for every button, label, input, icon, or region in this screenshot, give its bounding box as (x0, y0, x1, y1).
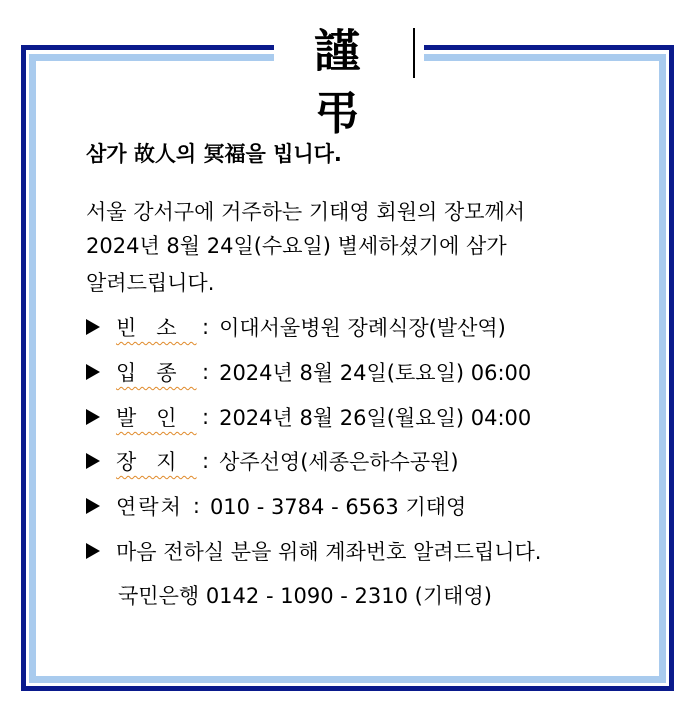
info-row-departure (86, 402, 531, 432)
info-separator: : (202, 405, 210, 429)
info-label: 입종 (116, 361, 197, 385)
triangle-bullet-icon (86, 319, 100, 335)
info-value: 이대서울병원 장례식장(발산역) (219, 316, 506, 340)
condolence-heading: 삼가 故人의 冥福을 빕니다. (86, 142, 342, 166)
paragraph-line-1: 서울 강서구에 거주하는 기태영 회원의 장모께서 (86, 200, 526, 224)
info-separator: : (202, 449, 210, 473)
triangle-bullet-icon (86, 453, 100, 469)
info-value: 2024년 8월 26일(월요일) 04:00 (219, 406, 532, 430)
info-row-funeral-hall (86, 312, 506, 342)
info-row-death (86, 357, 531, 387)
triangle-bullet-icon (86, 543, 100, 559)
info-label: 연락처 (116, 495, 183, 519)
info-row-contact (86, 491, 466, 521)
triangle-bullet-icon (86, 498, 100, 514)
notice-title: 謹 弔 (274, 20, 424, 82)
info-label: 장지 (116, 450, 197, 474)
info-row-account-note (86, 536, 541, 566)
info-value: 마음 전하실 분을 위해 계좌번호 알려드립니다. (116, 540, 542, 564)
info-separator: : (202, 360, 210, 384)
info-value: 010 - 3784 - 6563 기태영 (209, 495, 467, 519)
info-value: 2024년 8월 24일(토요일) 06:00 (219, 361, 532, 385)
info-row-burial (86, 446, 459, 476)
info-separator: : (192, 494, 200, 518)
bank-account: 국민은행 0142 - 1090 - 2310 (기태영) (118, 584, 492, 608)
triangle-bullet-icon (86, 364, 100, 380)
info-label: 발인 (116, 406, 197, 430)
info-separator: : (202, 315, 210, 339)
paragraph-line-2: 2024년 8월 24일(수요일) 별세하셨기에 삼가 (86, 234, 507, 258)
text-cursor (413, 28, 415, 78)
paragraph-line-3: 알려드립니다. (86, 271, 215, 295)
triangle-bullet-icon (86, 409, 100, 425)
info-label: 빈소 (116, 316, 197, 340)
info-value: 상주선영(세종은하수공원) (219, 450, 459, 474)
